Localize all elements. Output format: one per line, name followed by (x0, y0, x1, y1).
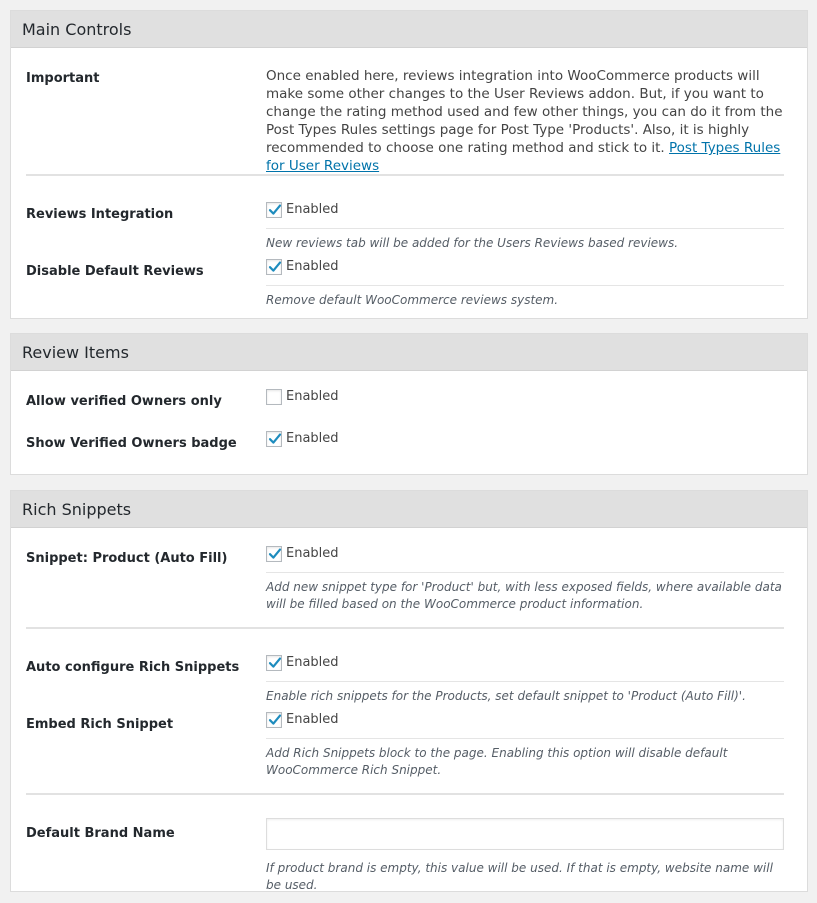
reviews-integration-check-line (266, 202, 784, 229)
checkmark-icon (268, 260, 282, 274)
important-text (266, 67, 784, 175)
reviews-integration-label: Reviews Integration (26, 207, 174, 222)
verified-owners-badge-field (266, 431, 784, 458)
default-brand-field (266, 818, 784, 894)
review-items-header: Review Items (11, 334, 807, 371)
checkmark-icon (268, 656, 282, 670)
snippet-product-label: Snippet: Product (Auto Fill) (26, 551, 228, 566)
review-items-panel (10, 333, 808, 475)
disable-default-reviews-description: Remove default WooCommerce reviews system. (266, 293, 559, 307)
reviews-integration-field (266, 202, 784, 252)
embed-snippet-field (266, 712, 784, 779)
embed-snippet-label: Embed Rich Snippet (26, 717, 174, 732)
verified-owners-only-check-line (266, 389, 784, 416)
default-brand-input[interactable] (266, 818, 784, 850)
divider (26, 627, 784, 629)
auto-configure-checkbox-label: Enabled (286, 655, 339, 670)
disable-default-reviews-label: Disable Default Reviews (26, 264, 204, 279)
reviews-integration-description: New reviews tab will be added for the Users Reviews based reviews. (266, 236, 679, 250)
default-brand-label: Default Brand Name (26, 826, 175, 841)
important-body: Once enabled here, reviews integration into WooCommerce products will make some other changes to the User Reviews addon. But, if you want to change the rating method used and few other things, you can do it from the Post Types Rules settings page for Post Type 'Products'. Also, it is highly recommended to choose one rating method and stick to it. (266, 68, 783, 156)
rich-snippets-header: Rich Snippets (11, 491, 807, 528)
rich-snippets-panel (10, 490, 808, 892)
embed-snippet-checkbox[interactable] (266, 712, 282, 728)
auto-configure-field (266, 655, 784, 705)
important-label: Important (26, 71, 100, 86)
checkmark-icon (268, 203, 282, 217)
disable-default-reviews-check-line (266, 259, 784, 286)
verified-owners-only-label: Allow verified Owners only (26, 394, 222, 409)
snippet-product-check-line (266, 546, 784, 573)
post-types-rules-link[interactable]: Post Types Rules for User Reviews (266, 140, 781, 174)
snippet-product-field (266, 546, 784, 613)
verified-owners-badge-checkbox-label: Enabled (286, 431, 339, 446)
auto-configure-check-line (266, 655, 784, 682)
checkmark-icon (268, 713, 282, 727)
verified-owners-only-checkbox[interactable] (266, 389, 282, 405)
snippet-product-checkbox[interactable] (266, 546, 282, 562)
main-controls-header: Main Controls (11, 11, 807, 48)
verified-owners-badge-label: Show Verified Owners badge (26, 436, 237, 451)
disable-default-reviews-field (266, 259, 784, 309)
auto-configure-description: Enable rich snippets for the Products, set default snippet to 'Product (Auto Fill)'. (266, 689, 746, 703)
disable-default-reviews-checkbox-label: Enabled (286, 259, 339, 274)
divider (26, 174, 784, 176)
disable-default-reviews-checkbox[interactable] (266, 259, 282, 275)
embed-snippet-checkbox-label: Enabled (286, 712, 339, 727)
default-brand-description: If product brand is empty, this value will be used. If that is empty, website name will be used. (266, 861, 773, 892)
embed-snippet-description: Add Rich Snippets block to the page. Enabling this option will disable default WooCommerce Rich Snippet. (266, 746, 728, 777)
embed-snippet-check-line (266, 712, 784, 739)
verified-owners-badge-check-line (266, 431, 784, 458)
reviews-integration-checkbox[interactable] (266, 202, 282, 218)
verified-owners-only-checkbox-label: Enabled (286, 389, 339, 404)
reviews-integration-checkbox-label: Enabled (286, 202, 339, 217)
main-controls-panel (10, 10, 808, 319)
auto-configure-label: Auto configure Rich Snippets (26, 660, 240, 675)
verified-owners-only-field (266, 389, 784, 416)
divider (26, 793, 784, 795)
snippet-product-checkbox-label: Enabled (286, 546, 339, 561)
checkmark-icon (268, 432, 282, 446)
auto-configure-checkbox[interactable] (266, 655, 282, 671)
checkmark-icon (268, 547, 282, 561)
verified-owners-badge-checkbox[interactable] (266, 431, 282, 447)
snippet-product-description: Add new snippet type for 'Product' but, with less exposed fields, where available data will be filled based on the WooCommerce product information. (266, 580, 782, 611)
